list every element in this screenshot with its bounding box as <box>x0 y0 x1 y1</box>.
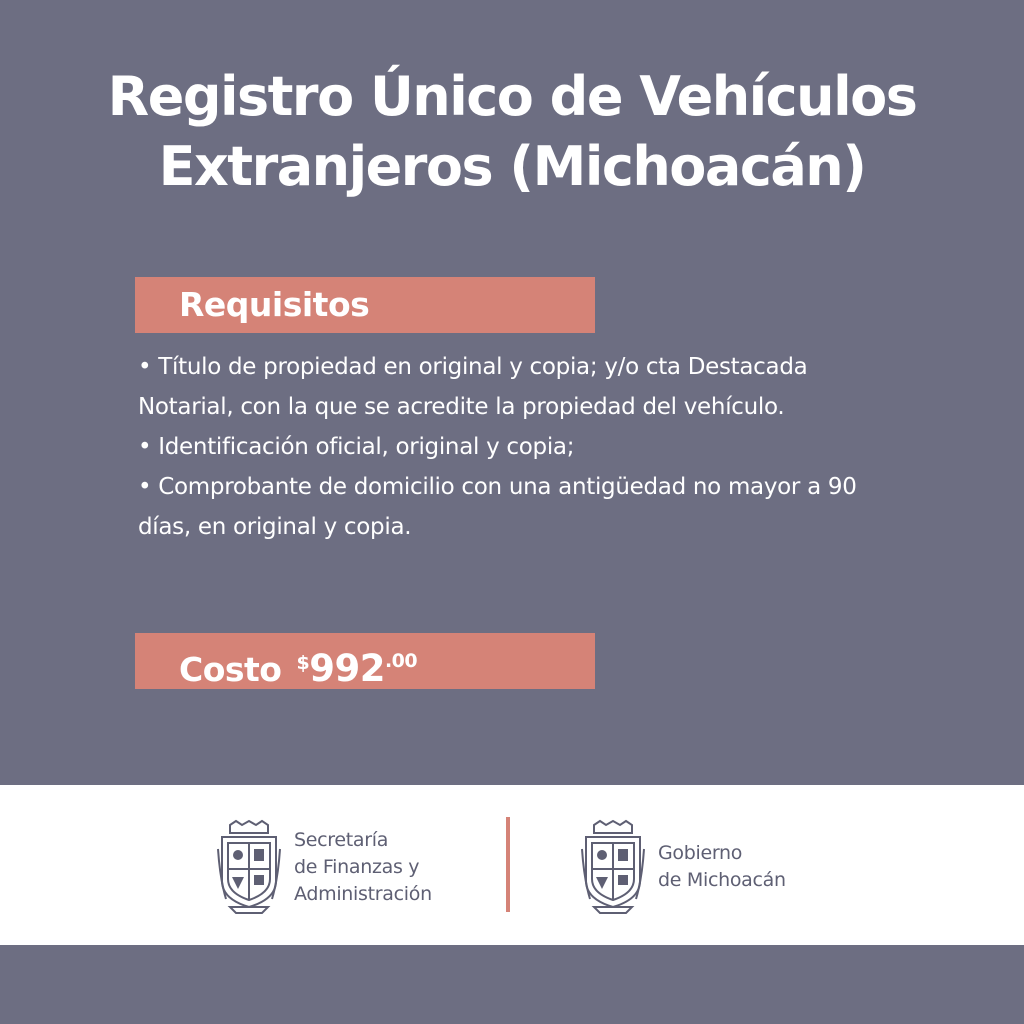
finance-secretariat-text <box>294 827 432 908</box>
requirements-heading: Requisitos <box>135 277 595 333</box>
finance-line-3: Administración <box>294 882 432 905</box>
requirement-item-2: • Identificación oficial, original y copia; <box>138 434 575 460</box>
government-line-1: Gobierno <box>658 842 743 864</box>
michoacan-crest-icon <box>580 819 646 915</box>
government-line-2: de Michoacán <box>658 869 786 891</box>
cost-banner <box>135 633 595 689</box>
cost-currency: $ <box>296 652 310 674</box>
requirement-item-1: • Título de propiedad en original y copia; y/o cta Destacada Notarial, con la que se acredite la propiedad del vehículo. <box>138 354 808 420</box>
cost-amount: 992 <box>309 647 385 690</box>
cost-cents: .00 <box>384 650 418 672</box>
finance-secretariat-logo <box>216 819 432 915</box>
government-logo <box>580 819 786 915</box>
footer <box>0 785 1024 945</box>
page-title <box>0 62 1024 202</box>
finance-line-1: Secretaría <box>294 828 389 851</box>
cost-label: Costo <box>179 650 282 689</box>
page-title-line-1: Registro Único de Vehículos <box>107 65 917 128</box>
page-title-line-2: Extranjeros (Michoacán) <box>158 135 866 198</box>
government-text <box>658 840 786 894</box>
michoacan-crest-icon <box>216 819 282 915</box>
requirement-item-3: • Comprobante de domicilio con una antigüedad no mayor a 90 días, en original y copia. <box>138 474 857 540</box>
footer-divider <box>506 817 510 912</box>
finance-line-2: de Finanzas y <box>294 855 420 878</box>
requirements-list <box>138 347 898 547</box>
